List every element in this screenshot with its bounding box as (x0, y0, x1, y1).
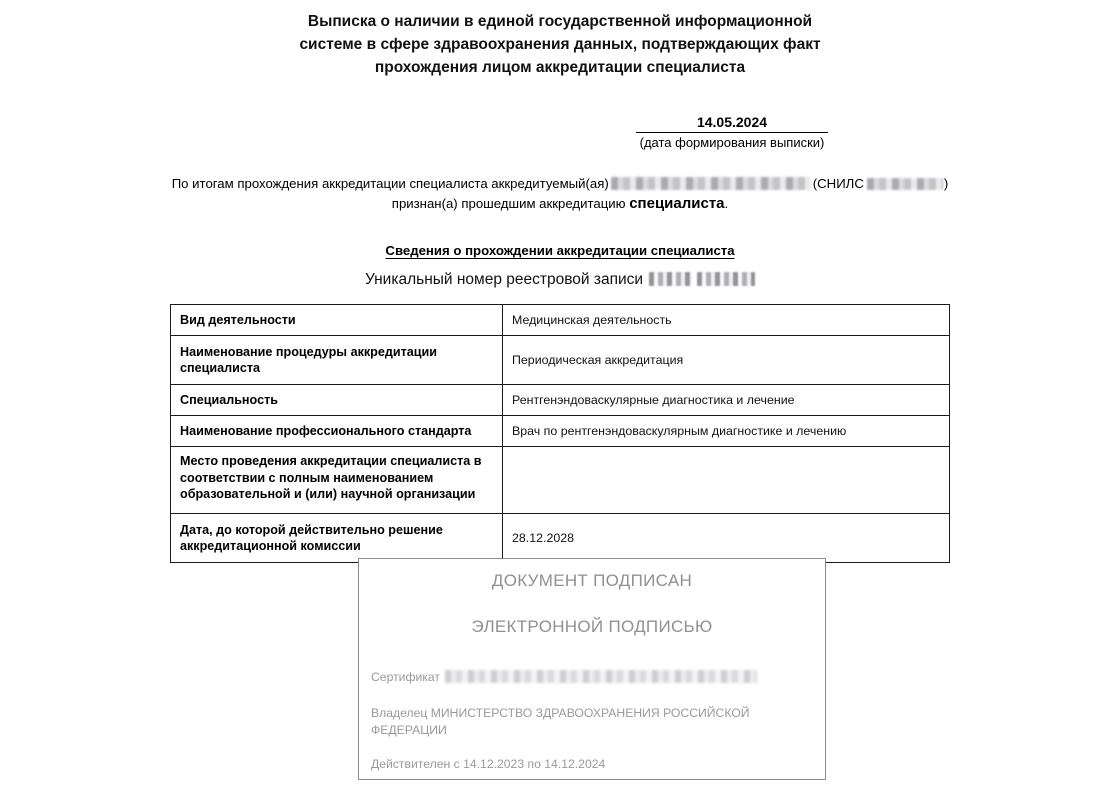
table-cell-key: Дата, до которой действительно решение аккредитационной комиссии (171, 514, 503, 563)
table-cell-key: Место проведения аккредитации специалиста в соответствии с полным наименованием образовательной и (или) научной организации (171, 447, 503, 514)
snils-label: (СНИЛС (812, 176, 864, 191)
page-title-line-1: Выписка о наличии в единой государственной информационной (307, 13, 813, 30)
stamp-certificate-row (371, 669, 813, 686)
issue-date-caption: (дата формирования выписки) (639, 135, 825, 150)
stamp-title-line-2: ЭЛЕКТРОННОЙ ПОДПИСЬЮ (471, 617, 713, 636)
issue-date-block (636, 114, 828, 151)
page-title-line-3: прохождения лицом аккредитации специалиста (374, 59, 746, 76)
table-row (171, 305, 950, 336)
stamp-validity-separator: по (527, 757, 541, 771)
stamp-title (359, 571, 825, 637)
electronic-signature-stamp (358, 558, 826, 780)
table-cell-value: Рентгенэндоваскулярные диагностика и лечение (503, 385, 950, 416)
table-row (171, 416, 950, 447)
section-heading (170, 243, 950, 258)
table-cell-value: Врач по рентгенэндоваскулярным диагностике и лечению (503, 416, 950, 447)
intro-emphasis-specialist: специалиста (629, 195, 725, 212)
intro-line2-period: . (724, 196, 729, 211)
table-row (171, 336, 950, 385)
table-cell-key: Наименование профессионального стандарта (171, 416, 503, 447)
redacted-snils-number (867, 178, 943, 190)
table-row (171, 514, 950, 563)
intro-line2-prefix: признан(а) прошедшим аккредитацию (391, 196, 626, 211)
intro-paragraph (170, 174, 950, 214)
registry-number-label: Уникальный номер реестровой записи (364, 271, 644, 288)
table-cell-value: Периодическая аккредитация (503, 336, 950, 385)
stamp-title-line-1: ДОКУМЕНТ ПОДПИСАН (491, 571, 693, 590)
redacted-certificate-serial (445, 670, 757, 683)
redacted-registry-number-part-2 (697, 272, 755, 286)
table-row (171, 385, 950, 416)
redacted-registry-number-part-1 (649, 272, 693, 286)
intro-prefix-text: По итогам прохождения аккредитации специалиста аккредитуемый(ая) (171, 176, 609, 191)
issue-date-value: 14.05.2024 (696, 114, 768, 130)
intro-line-2 (170, 194, 950, 214)
page-title (240, 10, 880, 79)
intro-line-1 (170, 174, 950, 194)
table-cell-value: Медицинская деятельность (503, 305, 950, 336)
redacted-person-name (611, 177, 811, 190)
table-row (171, 447, 950, 514)
snils-closing-paren: ) (943, 176, 949, 191)
registry-number-line (170, 270, 950, 290)
table-cell-key: Специальность (171, 385, 503, 416)
table-cell-value (503, 447, 950, 514)
table-cell-key: Вид деятельности (171, 305, 503, 336)
page-title-line-2: системе в сфере здравоохранения данных, подтверждающих факт (299, 36, 821, 53)
table-cell-value: 28.12.2028 (503, 514, 950, 563)
table-cell-key: Наименование процедуры аккредитации специалиста (171, 336, 503, 385)
accreditation-details-table (170, 304, 950, 563)
stamp-validity-to: 14.12.2024 (544, 757, 606, 771)
stamp-validity-label: Действителен с (371, 757, 460, 771)
stamp-details (367, 669, 817, 773)
stamp-owner-label: Владелец (371, 706, 428, 720)
section-heading-text: Сведения о прохождении аккредитации специалиста (385, 243, 735, 258)
stamp-validity-row (371, 756, 813, 773)
stamp-owner-value: МИНИСТЕРСТВО ЗДРАВООХРАНЕНИЯ РОССИЙСКОЙ ФЕДЕРАЦИИ (371, 706, 750, 737)
stamp-certificate-label: Сертификат (371, 670, 441, 684)
stamp-validity-from: 14.12.2023 (463, 757, 525, 771)
stamp-owner-row (371, 705, 813, 739)
